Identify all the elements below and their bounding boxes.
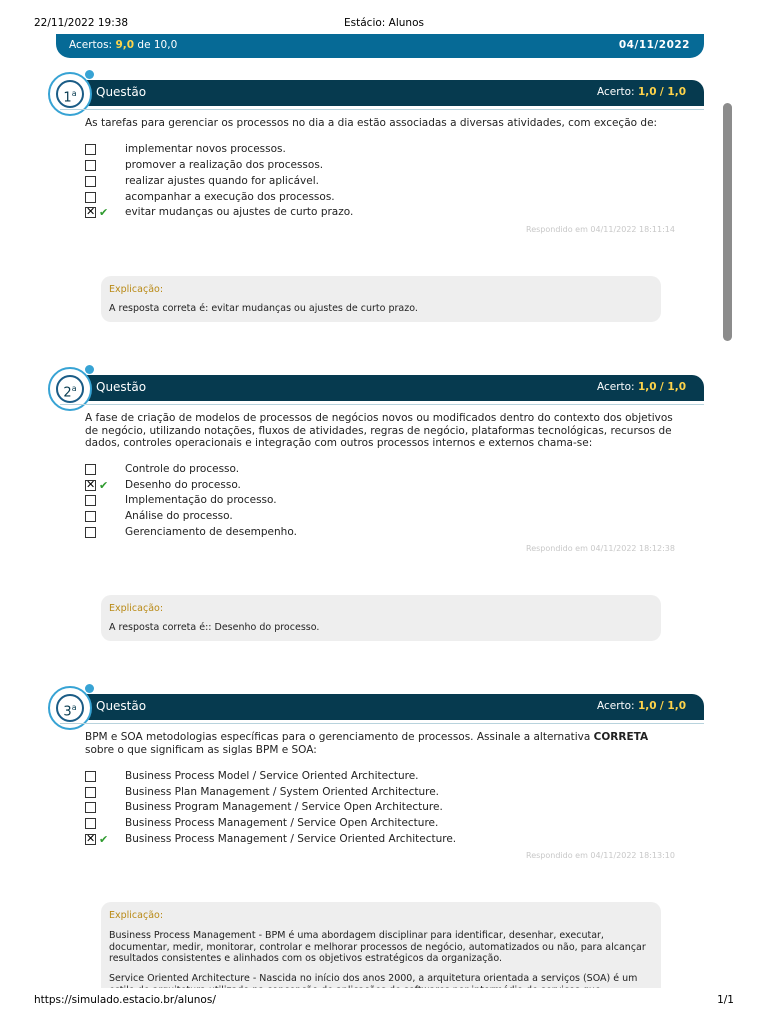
option-a[interactable]: Controle do processo. bbox=[85, 463, 685, 477]
option-c[interactable]: realizar ajustes quando for aplicável. bbox=[85, 175, 685, 189]
exam-date: 04/11/2022 bbox=[618, 39, 690, 51]
option-d[interactable]: Análise do processo. bbox=[85, 510, 685, 524]
answered-timestamp: Respondido em 04/11/2022 18:12:38 bbox=[526, 544, 675, 553]
option-e[interactable]: Gerenciamento de desempenho. bbox=[85, 526, 685, 540]
checkbox[interactable] bbox=[85, 192, 96, 203]
print-page-title: Estácio: Alunos bbox=[344, 17, 424, 29]
summary-bar bbox=[56, 34, 704, 58]
explanation-text-2: Service Oriented Architecture - Nascida no início dos anos 2000, a arquitetura orientada a serviços (SOA) é um bbox=[109, 973, 638, 984]
print-header bbox=[0, 14, 768, 32]
print-page-number: 1/1 bbox=[717, 994, 734, 1006]
question-text: A fase de criação de modelos de processos de negócios novos ou modificados dentro do contexto dos objetivos de negócio, utilizando notações, fluxos de atividades, regras de negócio, plataformas tecnológicas, recursos de dados, controles operacionais e integração com outros processos internos e externos chama-se: bbox=[85, 412, 673, 449]
checkbox[interactable] bbox=[85, 495, 96, 506]
checkbox[interactable] bbox=[85, 176, 96, 187]
checkbox[interactable] bbox=[85, 771, 96, 782]
correct-check-icon: ✔ bbox=[99, 833, 109, 846]
explanation-box bbox=[101, 276, 661, 322]
option-c[interactable]: Implementação do processo. bbox=[85, 494, 685, 508]
checkbox[interactable] bbox=[85, 802, 96, 813]
option-d[interactable]: Business Process Management / Service Open Architecture. bbox=[85, 817, 685, 831]
question-score: Acerto: 1,0 / 1,0 bbox=[596, 86, 686, 98]
checkbox[interactable] bbox=[85, 511, 96, 522]
explanation-label: Explicação: bbox=[109, 603, 164, 614]
score-value: 9,0 bbox=[115, 39, 135, 51]
option-e[interactable]: ✕ ✔ Business Process Management / Service Oriented Architecture. bbox=[86, 832, 457, 846]
question-text: As tarefas para gerenciar os processos no dia a dia estão associadas a diversas atividades, com exceção de: bbox=[85, 117, 658, 129]
question-number-badge: 3$^a$ bbox=[48, 686, 92, 730]
option-b[interactable]: ✕ ✔ Desenho do processo. bbox=[86, 478, 241, 492]
question-label: Questão bbox=[96, 85, 147, 99]
checkbox[interactable] bbox=[85, 144, 96, 155]
score-label: Acertos: bbox=[69, 39, 113, 51]
checkbox[interactable] bbox=[85, 818, 96, 829]
explanation-text: A resposta correta é: evitar mudanças ou ajustes de curto prazo. bbox=[109, 303, 418, 314]
option-b[interactable]: Business Plan Management / System Oriented Architecture. bbox=[85, 786, 685, 800]
explanation-text: A resposta correta é:: Desenho do processo. bbox=[109, 622, 320, 633]
correct-check-icon: ✔ bbox=[99, 479, 109, 492]
question-label: Questão bbox=[96, 380, 147, 394]
header-divider bbox=[60, 109, 704, 110]
checkbox-checked[interactable]: ✕ bbox=[86, 205, 96, 218]
question-score: Acerto: 1,0 / 1,0 bbox=[596, 700, 686, 712]
score-summary bbox=[69, 39, 177, 51]
option-c[interactable]: Business Program Management / Service Open Architecture. bbox=[85, 801, 685, 815]
question-header bbox=[60, 375, 704, 401]
checkbox[interactable] bbox=[85, 464, 96, 475]
question-header bbox=[60, 80, 704, 106]
explanation-label: Explicação: bbox=[109, 910, 164, 921]
correct-check-icon: ✔ bbox=[99, 206, 109, 219]
badge-dot-icon bbox=[85, 684, 94, 693]
question-number-badge: 1$^a$ bbox=[48, 72, 92, 116]
option-a[interactable]: implementar novos processos. bbox=[85, 143, 685, 157]
option-d[interactable]: acompanhar a execução dos processos. bbox=[85, 191, 685, 205]
badge-dot-icon bbox=[85, 70, 94, 79]
checkbox[interactable] bbox=[85, 160, 96, 171]
explanation-label: Explicação: bbox=[109, 284, 164, 295]
score-total: de 10,0 bbox=[137, 39, 178, 51]
print-datetime: 22/11/2022 19:38 bbox=[34, 17, 129, 29]
print-footer bbox=[0, 988, 768, 1024]
scrollbar-thumb[interactable] bbox=[723, 103, 732, 341]
checkbox-checked[interactable]: ✕ bbox=[86, 832, 96, 845]
header-divider bbox=[60, 404, 704, 405]
checkbox[interactable] bbox=[85, 787, 96, 798]
checkbox-checked[interactable]: ✕ bbox=[86, 478, 96, 491]
badge-dot-icon bbox=[85, 365, 94, 374]
question-label: Questão bbox=[96, 699, 147, 713]
question-header bbox=[60, 694, 704, 720]
answered-timestamp: Respondido em 04/11/2022 18:11:14 bbox=[526, 225, 675, 234]
question-score: Acerto: 1,0 / 1,0 bbox=[596, 381, 686, 393]
explanation-box bbox=[101, 595, 661, 641]
explanation-text: Business Process Management - BPM é uma abordagem disciplinar para identificar, desenhar, executar, documentar, medir, monitorar, controlar e melhorar processos de negócio, automatizados ou não, para alcançar resultados consistentes e alinhados com os objetivos estratégicos da organização. bbox=[109, 930, 646, 964]
checkbox[interactable] bbox=[85, 527, 96, 538]
print-url: https://simulado.estacio.br/alunos/ bbox=[34, 994, 216, 1006]
question-number-badge: 2$^a$ bbox=[48, 367, 92, 411]
option-a[interactable]: Business Process Model / Service Oriented Architecture. bbox=[85, 770, 685, 784]
header-divider bbox=[60, 723, 704, 724]
option-b[interactable]: promover a realização dos processos. bbox=[85, 159, 685, 173]
answered-timestamp: Respondido em 04/11/2022 18:13:10 bbox=[526, 851, 675, 860]
question-text: BPM e SOA metodologias específicas para o gerenciamento de processos. Assinale a alternativa CORRETA sobre o que significam as siglas BPM e SOA: bbox=[85, 731, 649, 756]
option-e[interactable]: ✕ ✔ evitar mudanças ou ajustes de curto prazo. bbox=[86, 205, 354, 219]
